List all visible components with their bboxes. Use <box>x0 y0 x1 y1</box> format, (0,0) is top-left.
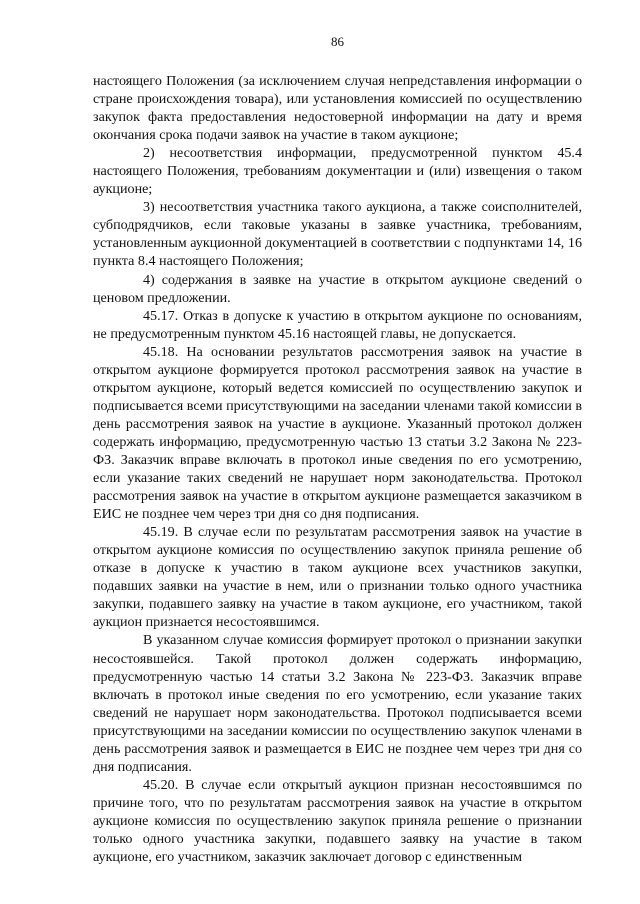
paragraph-45-19: 45.19. В случае если по результатам рассмотрения заявок на участие в открытом аукционе комиссия по осуществлению закупок приняла решение об отказе в допуске к участию в таком аукционе всех участников закупки, подавших заявки на участие в нем, или о признании только одного участника закупки, подавшего заявку на участие в таком аукционе, его участником, такой аукцион признается несостоявшимся. <box>93 524 582 631</box>
paragraph-continuation: настоящего Положения (за исключением случая непредставления информации о стране происхождения товара), или установления комиссией по осуществлению закупок факта предоставления недостоверной информации на дату и время окончания срока подачи заявок на участие в таком аукционе; <box>93 73 582 144</box>
page-number: 86 <box>331 34 344 49</box>
document-body <box>93 72 582 866</box>
paragraph-45-19-continued: В указанном случае комиссия формирует протокол о признании закупки несостоявшейся. Такой протокол должен содержать информацию, предусмотренную частью 14 статьи 3.2 Закона № 223-ФЗ. Заказчик вправе включать в протокол иные сведения по его усмотрению, если указание таких сведений не нарушает норм законодательства. Протокол подписывается всеми присутствующими на заседании комиссии по осуществлению закупок членами в день рассмотрения заявок и размещается в ЕИС не позднее чем через три дня со дня подписания. <box>93 632 582 775</box>
paragraph-item-3: 3) несоответствия участника такого аукциона, а также соисполнителей, субподрядчиков, если таковые указаны в заявке участника, требованиям, установленным аукционной документацией в соответствии с подпунктами 14, 16 пункта 8.4 настоящего Положения; <box>93 199 582 270</box>
paragraph-45-17: 45.17. Отказ в допуске к участию в открытом аукционе по основаниям, не предусмотренным пунктом 45.16 настоящей главы, не допускается. <box>93 307 582 342</box>
paragraph-item-2: 2) несоответствия информации, предусмотренной пунктом 45.4 настоящего Положения, требованиям документации и (или) извещения о таком аукционе; <box>93 145 582 198</box>
paragraph-45-20: 45.20. В случае если открытый аукцион признан несостоявшимся по причине того, что по результатам рассмотрения заявок на участие в открытом аукционе комиссия по осуществлению закупок приняла решение о признании только одного участника закупки, подавшего заявку на участие в таком аукционе, его участником, заказчик заключает договор с единственным <box>93 776 582 866</box>
paragraph-45-18: 45.18. На основании результатов рассмотрения заявок на участие в открытом аукционе формируется протокол рассмотрения заявок на участие в открытом аукционе, который ведется комиссией по осуществлению закупок и подписывается всеми присутствующими на заседании членами такой комиссии в день рассмотрения заявок на участие в аукционе. Указанный протокол должен содержать информацию, предусмотренную частью 13 статьи 3.2 Закона № 223-ФЗ. Заказчик вправе включать в протокол иные сведения по его усмотрению, если указание таких сведений не нарушает норм законодательства. Протокол рассмотрения заявок на участие в открытом аукционе размещается заказчиком в ЕИС не позднее чем через три дня со дня подписания. <box>93 343 582 523</box>
paragraph-item-4: 4) содержания в заявке на участие в открытом аукционе сведений о ценовом предложении. <box>93 271 582 306</box>
